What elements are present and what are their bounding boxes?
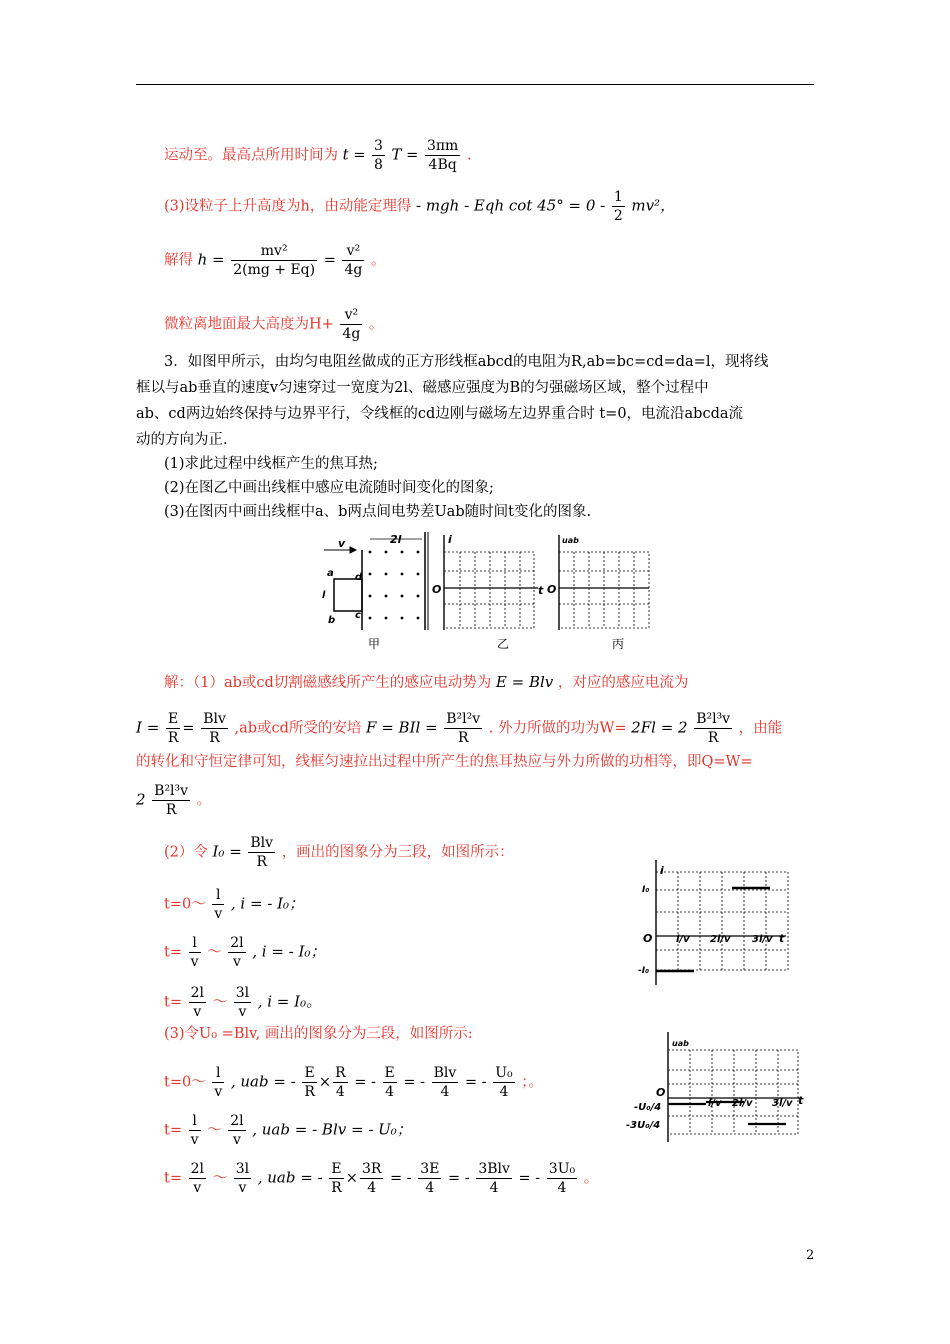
graph-current: [636, 860, 796, 985]
field-dots: [369, 551, 420, 620]
jia-label: 甲: [368, 637, 381, 651]
question-1: (1)求此过程中线框产生的焦耳热;: [164, 456, 378, 472]
problem-line-2: 框以与ab垂直的速度v匀速穿过一宽度为2l、磁感应强度为B的匀强磁场区域，整个过程中: [136, 380, 709, 396]
math: , uab = -: [257, 1168, 323, 1187]
math: t: [342, 145, 349, 164]
fraction: $\frac{2l}{v}$: [190, 985, 204, 1020]
origin-label: O: [432, 583, 442, 596]
math: , uab = -: [230, 1072, 296, 1091]
text: (2）令: [164, 844, 208, 861]
sol3-row-2: t= $\frac{l}{v}$ ～ $\frac{2l}{v}$ , uab = - Blv = - U₀；: [164, 1113, 412, 1148]
sol1-line-4: [136, 782, 211, 819]
i-label: i: [448, 533, 452, 546]
sol3-row-3: t= $\frac{2l}{v}$ ～ $\frac{3l}{v}$ , uab = - $\frac{E}{R}$ × $\frac{3R}{4}$ = - $\frac{3E}{4}$ = - $\frac{\text{3Blv}}{4}$ = - $\frac{\text{3U₀}}{4}$ 。: [164, 1161, 599, 1196]
fraction: $\frac{\text{U₀}}{4}$: [495, 1065, 513, 1100]
d-label: d: [355, 572, 363, 583]
origin-label: O: [656, 1086, 666, 1099]
sol1-line-2: I = $\frac{E}{R}$ = $\frac{\text{Blv}}{R}$ ,ab或cd所受的安培 F = BIl = $\frac{\text{B²l²v}}{R}$ . 外力所做的功为W= 2Fl = 2 $\frac{\text{B²l³v}}{R}$ ，由能: [136, 711, 783, 746]
math: , uab = - Blv = - U₀；: [252, 1120, 412, 1139]
bing-label: 丙: [612, 637, 625, 651]
page-number: 2: [806, 1248, 815, 1263]
math: T: [391, 145, 402, 164]
a-label: a: [327, 568, 334, 579]
problem-figure: [310, 530, 650, 655]
fraction: $\frac{\text{B²l³v}}{R}$: [154, 783, 189, 818]
fraction: $\frac{\text{Blv}}{4}$: [433, 1065, 457, 1100]
text: 。: [368, 316, 384, 333]
t-axis-label: t: [798, 1094, 804, 1107]
figure-bing: [559, 535, 649, 630]
sol3-row-1: t=0～ $\frac{l}{v}$ , uab = - $\frac{E}{R}$ × $\frac{R}{4}$ = - $\frac{E}{4}$ = - $\frac{\text{Blv}}{4}$ = - $\frac{\text{U₀}}{4}$ ；。: [164, 1065, 543, 1100]
prev-line-4: [164, 306, 383, 343]
header-rule: [136, 84, 814, 85]
t-label: t: [538, 584, 544, 597]
math: 2Fl = 2: [631, 718, 688, 737]
fraction: $\frac{\text{3Blv}}{4}$: [478, 1161, 510, 1196]
l-label: l: [322, 590, 326, 601]
sol2-row-1: t=0～ $\frac{l}{v}$ , i = - I₀；: [164, 887, 305, 922]
tick-2l-v: 2l/v: [732, 1098, 753, 1109]
math: I₀ =: [212, 842, 242, 861]
graph-voltage: [620, 1030, 810, 1145]
text: ，画出的图象分为三段，如图所示：: [281, 844, 514, 861]
tick-3l-v: 3l/v: [772, 1098, 793, 1109]
problem-line-3: ab、cd两边始终保持与边界平行，令线框的cd边刚与磁场左边界重合时 t=0，电流沿abcda流: [136, 406, 744, 422]
origin-label: O: [643, 932, 653, 945]
fraction: $\frac{R}{4}$: [335, 1065, 346, 1100]
fraction: $\frac{\text{B²l²v}}{R}$: [446, 711, 481, 746]
math: E = Blv: [495, 673, 554, 691]
fraction: $\frac{E}{R}$: [304, 1065, 315, 1100]
text: .: [466, 147, 472, 164]
fraction: $\frac{\text{v²}}{4g}$: [344, 243, 363, 278]
fraction: $\frac{l}{v}$: [214, 1065, 223, 1100]
fraction: $\frac{3\pi m}{4Bq}$: [426, 138, 459, 173]
math: , i = I₀。: [257, 992, 322, 1011]
fraction: $\frac{l}{v}$: [190, 1113, 199, 1148]
origin-label: O: [547, 583, 557, 596]
text: 。: [196, 792, 212, 809]
prev-line-3: 解得 h = $\frac{\text{mv²}}{2(mg + Eq)}$ = $\frac{\text{v²}}{4g}$ 。: [164, 243, 386, 278]
tick-3l-v: 3l/v: [752, 934, 773, 945]
text: 微粒离地面最大高度为H+: [164, 316, 334, 333]
question-3: (3)在图丙中画出线框中a、b两点间电势差Uab随时间t变化的图象.: [164, 504, 592, 520]
text: ，由能: [738, 720, 783, 737]
fraction: $\frac{\text{Blv}}{R}$: [250, 835, 274, 870]
math: F = BIl =: [366, 718, 438, 737]
fraction: $\frac{3E}{4}$: [420, 1161, 440, 1196]
tick-2l-v: 2l/v: [710, 934, 731, 945]
fraction: $\frac{2l}{v}$: [190, 1161, 204, 1196]
text: (3)设粒子上升高度为h，由动能定理得: [164, 198, 412, 215]
t-axis-label: t: [779, 932, 785, 945]
text: . 外力所做的功为W=: [488, 720, 627, 737]
fraction: $\frac{2l}{v}$: [230, 1113, 244, 1148]
sol2-row-3: t= $\frac{2l}{v}$ ～ $\frac{3l}{v}$ , i = I₀。: [164, 985, 322, 1020]
fraction: $\frac{2l}{v}$: [230, 935, 244, 970]
fraction: $\frac{E}{4}$: [384, 1065, 395, 1100]
question-2: (2)在图乙中画出线框中感应电流随时间变化的图象;: [164, 480, 494, 496]
math: , i = - I₀；: [252, 942, 326, 961]
text: 运动至。最高点所用时间为: [164, 147, 338, 164]
math: 2: [136, 790, 146, 809]
sol3-head: (3)令U₀ =Blv, 画出的图象分为三段，如图所示:: [164, 1026, 473, 1042]
fraction: $\frac{\text{Blv}}{R}$: [203, 711, 226, 746]
sol2-row-2: t= $\frac{l}{v}$ ～ $\frac{2l}{v}$ , i = - I₀；: [164, 935, 326, 970]
fraction: $\frac{\text{mv²}}{2(mg + Eq)}$: [233, 243, 316, 278]
fraction: $\frac{E}{R}$: [331, 1161, 342, 1196]
tick-l-v: l/v: [708, 1098, 722, 1109]
yi-label: 乙: [497, 637, 510, 651]
math: , i = - I₀；: [230, 894, 305, 913]
math: - mgh - Eqh cot 45° = 0 -: [416, 196, 606, 215]
fraction: $\frac{l}{v}$: [190, 935, 199, 970]
math: mv²，: [631, 196, 676, 215]
sol1-line-1: [164, 672, 688, 693]
fraction: $\frac{1}{2}$: [613, 189, 623, 224]
width-label: 2l: [390, 533, 402, 546]
fraction: $\frac{3l}{v}$: [235, 985, 250, 1020]
fraction: $\frac{\text{v²}}{4g}$: [342, 307, 361, 342]
text: 。: [370, 252, 386, 269]
text: 解：（1）ab或cd切割磁感线所产生的感应电动势为: [164, 675, 492, 691]
math: I =: [136, 718, 160, 737]
text: 解得: [164, 252, 193, 269]
text: ，对应的感应电流为: [557, 675, 689, 691]
i-axis-label: i: [660, 864, 664, 877]
v-label: v: [338, 537, 346, 550]
uab-label: uab: [562, 536, 579, 545]
fraction: $\frac{l}{v}$: [214, 887, 223, 922]
tick-l-v: l/v: [676, 934, 690, 945]
I0-label: I₀: [642, 885, 650, 895]
u2-label: -3U₀/4: [626, 1120, 661, 1131]
figure-yi: [444, 535, 538, 630]
u1-label: -U₀/4: [634, 1102, 662, 1113]
fraction: $\frac{3R}{4}$: [361, 1161, 382, 1196]
negI0-label: -I₀: [638, 966, 650, 976]
c-label: c: [355, 610, 361, 621]
prev-line-2: [164, 188, 675, 225]
uab-axis-label: uab: [672, 1039, 689, 1048]
b-label: b: [328, 615, 336, 626]
sol1-line-3: 的转化和守恒定律可知，线框匀速拉出过程中所产生的焦耳热应与外力所做的功相等，即Q=W=: [136, 754, 753, 770]
math: h =: [197, 250, 225, 269]
prev-line-1: 运动至。最高点所用时间为 t = $\frac{3}{8}$ T = $\frac{3\pi m}{4Bq}$ .: [164, 138, 472, 173]
fraction: $\frac{\text{B²l³v}}{R}$: [696, 711, 731, 746]
fraction: $\frac{3l}{v}$: [235, 1161, 250, 1196]
sol2-head: [164, 834, 514, 871]
problem-line-4: 动的方向为正.: [136, 432, 228, 448]
problem-line-1: 3．如图甲所示，由均匀电阻丝做成的正方形线框abcd的电阻为R,ab=bc=cd=da=l，现将线: [164, 354, 769, 370]
fraction: $\frac{\text{3U₀}}{4}$: [548, 1161, 576, 1196]
fraction: $\frac{3}{8}$: [374, 138, 383, 173]
text: ,ab或cd所受的安培: [234, 720, 362, 737]
fraction: $\frac{E}{R}$: [167, 711, 179, 746]
